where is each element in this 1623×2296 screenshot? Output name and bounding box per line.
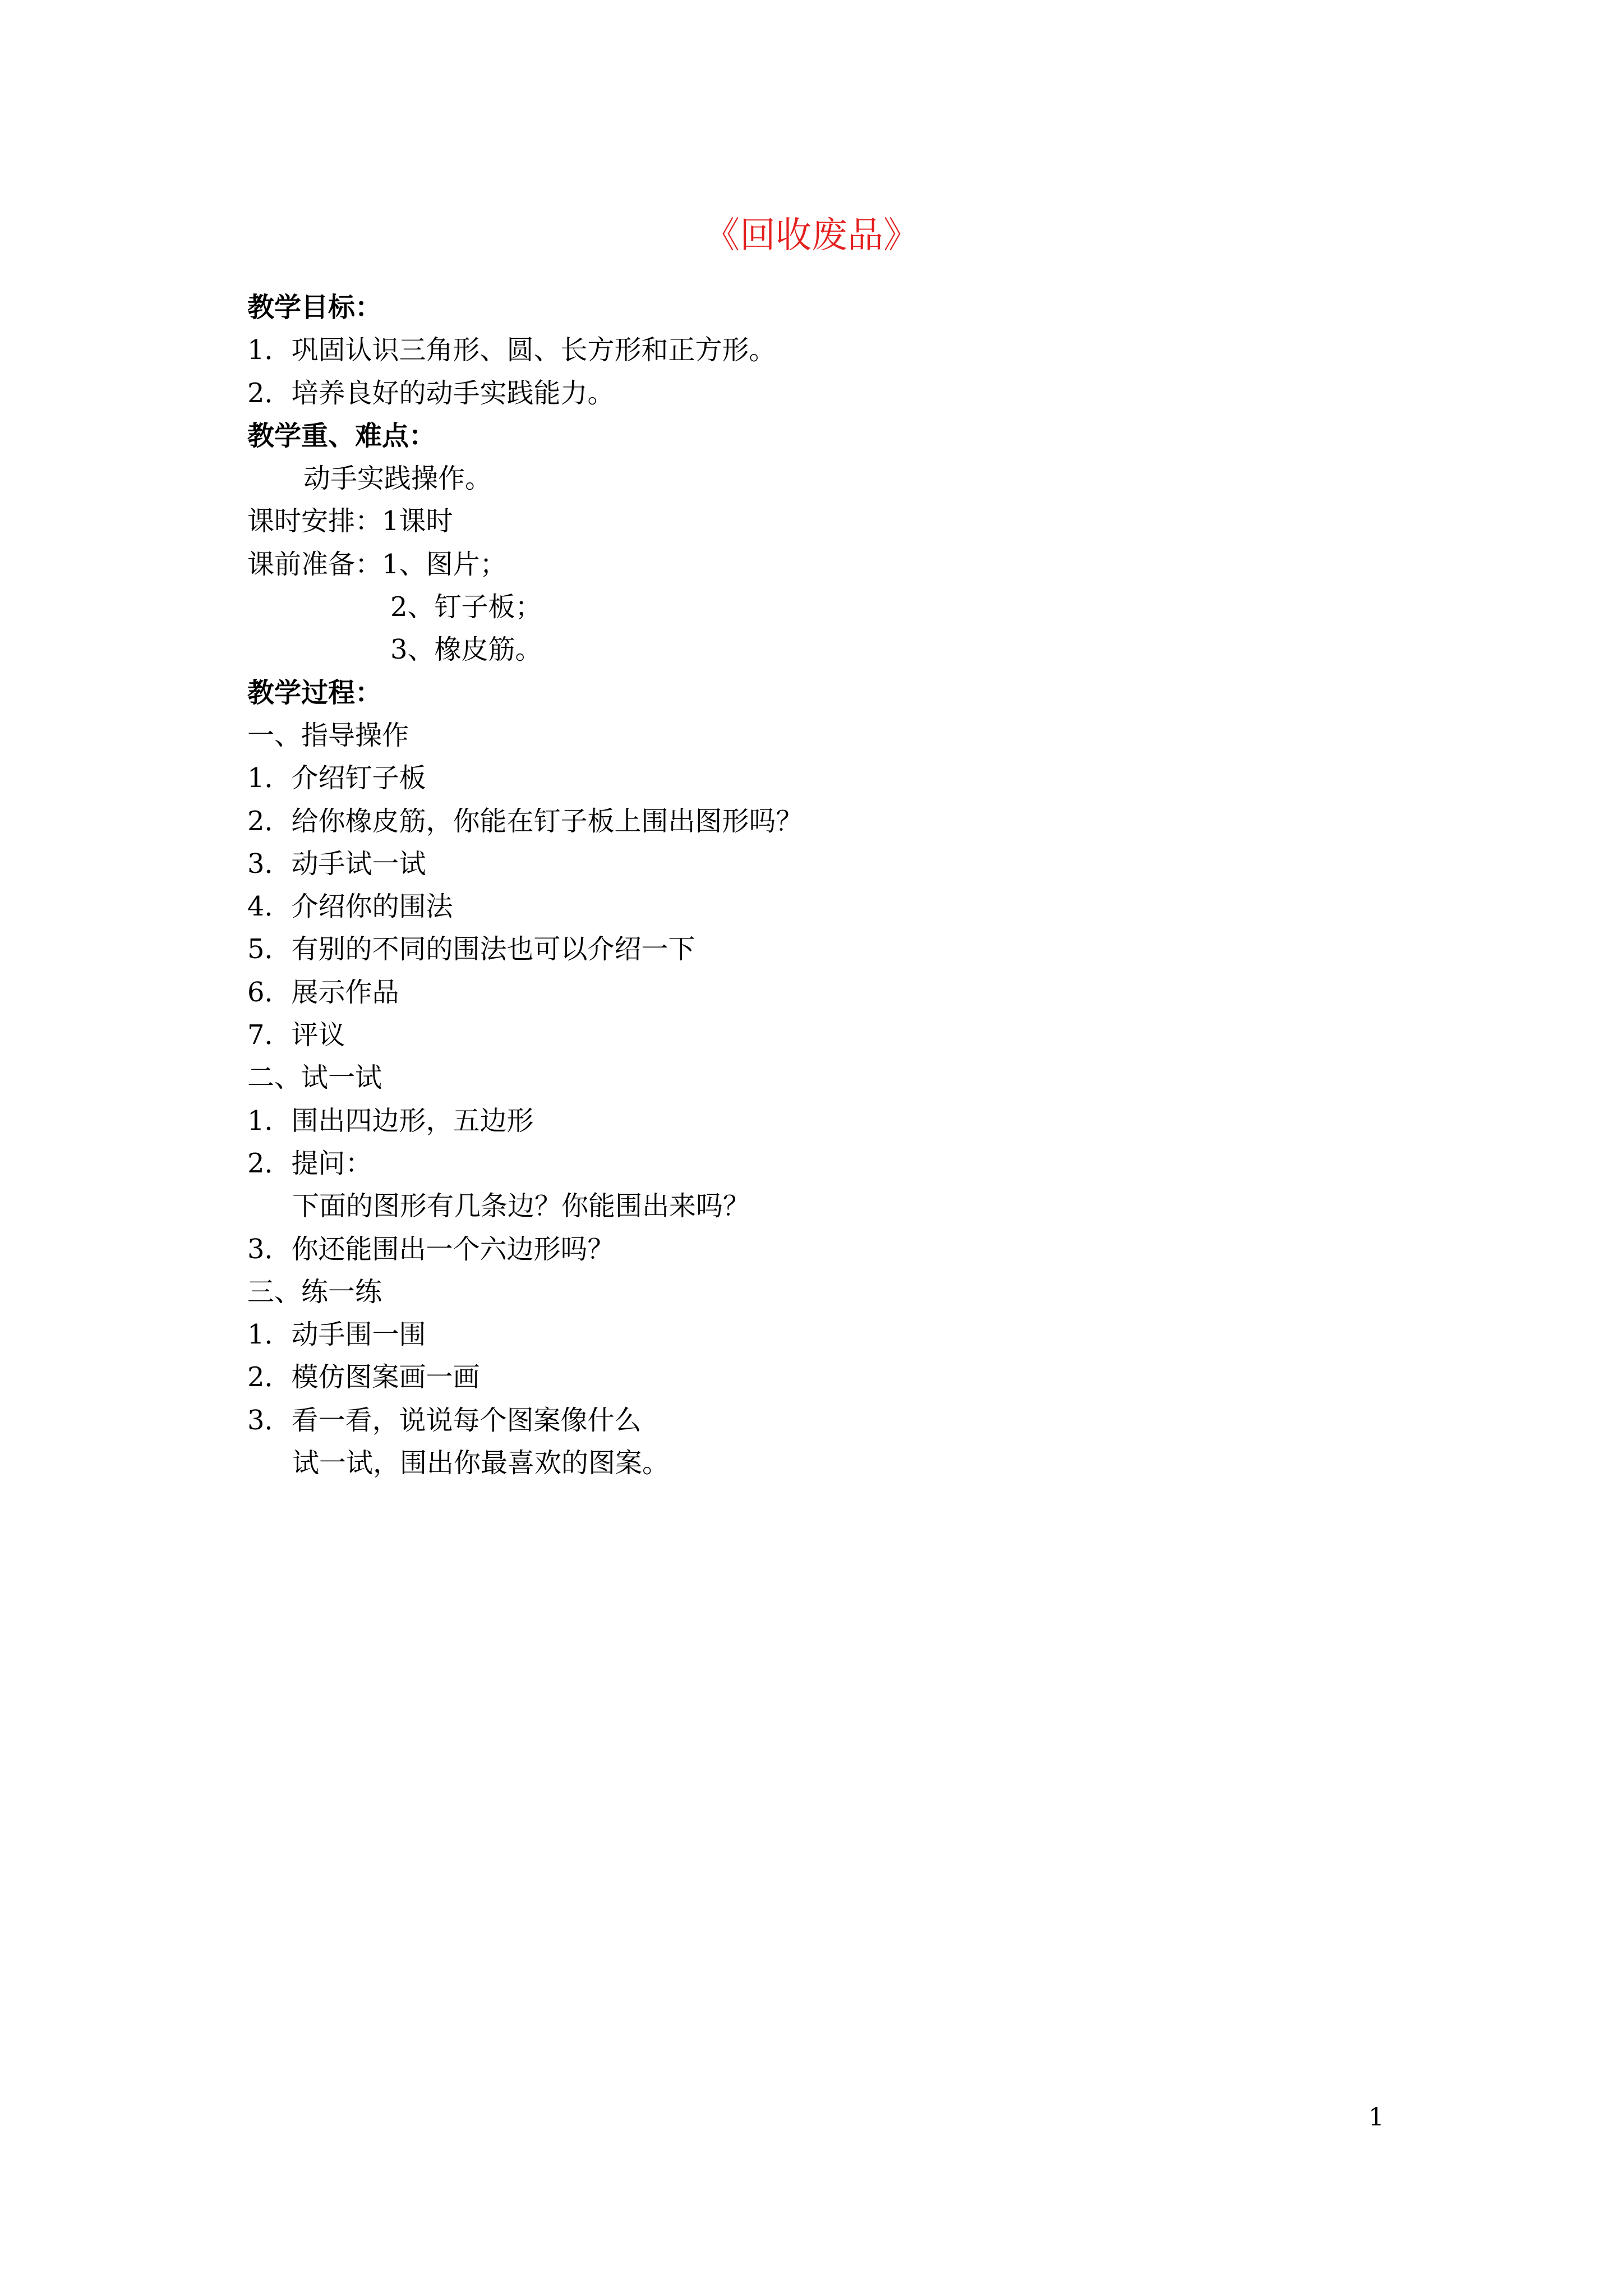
process-step: 5．有别的不同的围法也可以介绍一下	[247, 933, 695, 965]
section-heading-objectives: 教学目标：	[247, 292, 382, 323]
process-step: 2．给你橡皮筋，你能在钉子板上围出图形吗？	[247, 805, 803, 837]
key-points-text: 动手实践操作。	[303, 463, 492, 495]
process-step: 1．介绍钉子板	[247, 762, 426, 794]
process-part-3-heading: 三、练一练	[247, 1276, 382, 1308]
page-number: 1	[1368, 2103, 1384, 2132]
preparation-line-3: 3、橡皮筋。	[390, 634, 542, 666]
section-heading-process: 教学过程：	[247, 677, 382, 708]
process-step: 3．你还能围出一个六边形吗？	[247, 1233, 615, 1265]
process-step: 7．评议	[247, 1019, 345, 1051]
process-step-continuation: 试一试，围出你最喜欢的图案。	[292, 1447, 670, 1479]
objective-item-1: 1．巩固认识三角形、圆、长方形和正方形。	[247, 334, 776, 366]
process-step: 3．动手试一试	[247, 848, 426, 880]
process-step-continuation: 下面的图形有几条边？你能围出来吗？	[292, 1190, 750, 1222]
section-heading-key-points: 教学重、难点：	[247, 420, 436, 452]
objective-item-2: 2．培养良好的动手实践能力。	[247, 377, 615, 409]
preparation-line-1: 课前准备：1、图片；	[247, 548, 507, 580]
schedule-line: 课时安排：1课时	[247, 505, 453, 537]
process-step: 2．提问：	[247, 1147, 372, 1179]
process-step: 1．动手围一围	[247, 1319, 426, 1351]
preparation-line-2: 2、钉子板；	[390, 591, 542, 623]
process-part-1-heading: 一、指导操作	[247, 719, 409, 751]
process-step: 3．看一看，说说每个图案像什么	[247, 1404, 642, 1436]
process-part-2-heading: 二、试一试	[247, 1062, 382, 1094]
document-title: 《回收废品》	[704, 215, 919, 256]
process-step: 2．模仿图案画一画	[247, 1361, 480, 1393]
process-step: 4．介绍你的围法	[247, 891, 453, 923]
process-step: 1．围出四边形，五边形	[247, 1105, 534, 1137]
process-step: 6．展示作品	[247, 976, 399, 1008]
document-body	[247, 286, 1425, 1484]
